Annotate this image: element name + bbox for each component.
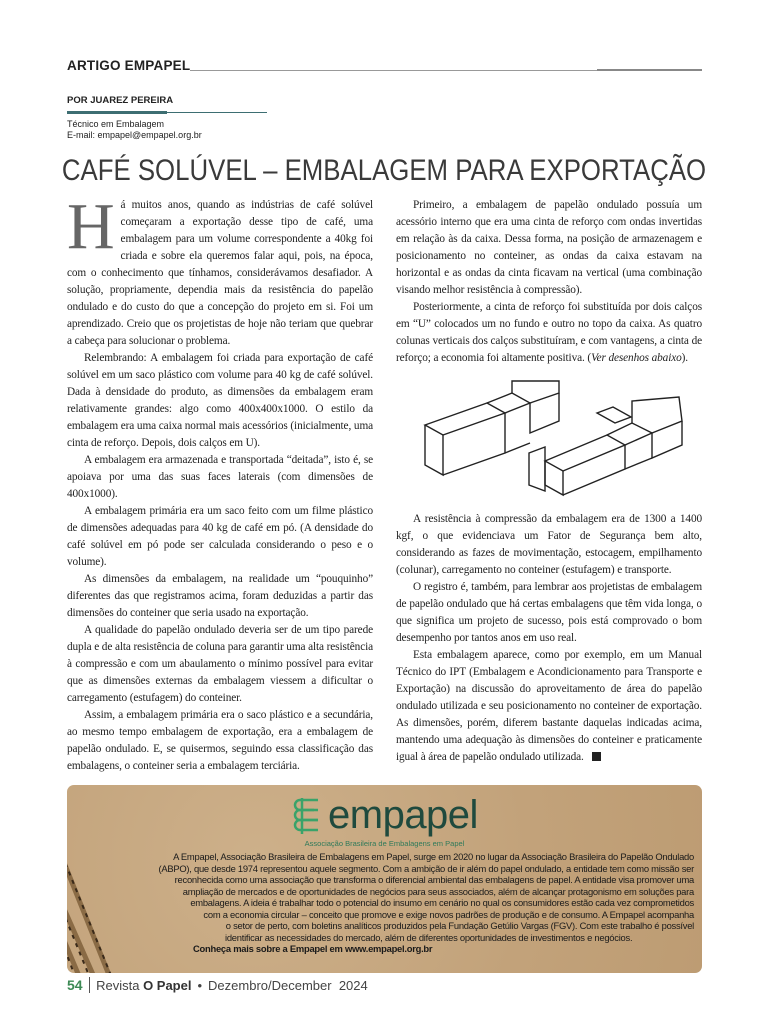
- footer-bullet: •: [197, 977, 203, 993]
- drop-cap: H: [67, 190, 115, 263]
- empapel-logo-text: empapel: [328, 793, 478, 837]
- paragraph: Relembrando: A embalagem foi criada para exportação de café solúvel em um saco plástico com volume para 40 kg de café solúvel. Dada à densidade do produto, as dimensões da embalagem eram relativamente grandes: algo como 400x400x1000. O estilo da embalagem era uma caixa normal mais acessórios (inicialmente, uma cinta de reforço. Depois, dois calços em U).: [67, 352, 373, 449]
- article-columns: [67, 190, 702, 775]
- description-line: reconhecida como uma associação que transforma o diferencial ambiental das embalagens de papel. A entidade visa promover uma: [174, 874, 694, 885]
- description-line: o setor de perto, com boletins analíticos produzidos pela Fundação Getúlio Vargas (FGV). Com este trabalho é possível: [225, 920, 694, 931]
- paragraph: A embalagem era armazenada e transportada “deitada”, isto é, se apoiava por uma das suas faces laterais (com dimensões de 400x1000).: [67, 454, 373, 500]
- description-line: A Empapel, Associação Brasileira de Embalagens em Papel, surge em 2020 no lugar da Associação Brasileira do Papelão Ondulado: [173, 851, 694, 862]
- end-of-article-mark: [592, 752, 601, 761]
- empapel-description: [107, 851, 694, 955]
- paragraph: A qualidade do papelão ondulado deveria ser de um tipo parede dupla e de alta resistência de coluna para garantir uma alta resistência à compressão e com um abaulamento o mínimo possível para evitar que as dimensões externas da embalagem viessem a dificultar o carregamento (estufagem) do conteiner.: [67, 624, 373, 704]
- description-line: (ABPO), que desde 1974 representou aquele segmento. Com a ambição de ir além do papel ondulado, a entidade tem como missão ser: [158, 862, 694, 874]
- description-line: ampliação de mercados e de oportunidades de negócios para seus associados, além de alcançar protagonismo em soluções para: [182, 885, 694, 897]
- author-bar-thin: [167, 112, 267, 113]
- page-number: 54: [67, 977, 83, 993]
- paragraph: A resistência à compressão da embalagem era de 1300 a 1400 kgf, o que evidenciava um Fator de Segurança bem alto, considerando as fazes de movimentação, estocagem, empilhamento (colunar), carregamento no conteiner (estufagem) e transporte.: [396, 513, 702, 576]
- paragraph: Assim, a embalagem primária era o saco plástico e a secundária, ao mesmo tempo embalagem de exportação, era a embalagem de papelão ondulado. E, se quisermos, seguindo essa classificação das embalagens, o conteiner seria a embalagem terciária.: [67, 709, 373, 772]
- author-bar: [67, 111, 167, 114]
- description-line: identificar as necessidades do mercado, além de diferentes oportunidades de investimentos e negócios.: [225, 931, 633, 943]
- author-credentials: [67, 119, 202, 140]
- see-drawings-note: Ver desenhos abaixo: [591, 352, 682, 364]
- author-email: E-mail: empapel@empapel.org.br: [67, 129, 202, 140]
- paragraph: Há muitos anos, quando as indústrias de café solúvel começaram a exportação desse tipo de café, uma embalagem para um volume correspondente a 40kg foi criada e sobre ela queremos falar aqui, pois, na época, com o conhecimento que tínhamos, considerávamos desafiador. A solução, propriamente, dependia mais da resistência do papelão ondulado e do custo do que a concepção do projeto em si. Foi um aprendizado. Creio que os projetistas de hoje não teriam que quebrar a cabeça para solucionar o problema.: [67, 190, 373, 347]
- empapel-info-box: [67, 785, 702, 973]
- article-title: CAFÉ SOLÚVEL – EMBALAGEM PARA EXPORTAÇÃO: [61, 154, 707, 187]
- paragraph: As dimensões da embalagem, na realidade um “pouquinho” diferentes das que registramos acima, foram deduzidas a partir das dimensões do conteiner que seria usado na exportação.: [67, 573, 373, 619]
- section-label: ARTIGO EMPAPEL: [67, 58, 191, 73]
- box-drawings-illustration: [417, 373, 692, 503]
- magazine-name: Revista O Papel: [96, 977, 192, 993]
- author-byline: POR JUAREZ PEREIRA: [67, 95, 174, 106]
- article-body: [67, 190, 702, 993]
- page-footer: [67, 977, 702, 993]
- paragraph: O registro é, também, para lembrar aos projetistas de embalagem de papelão ondulado que há certas embalagens que têm vida longa, o que significa um projeto de sucesso, pois está comprovado o bom desempenho por tantos anos em uso real.: [396, 581, 702, 644]
- empapel-logo-icon: [292, 797, 320, 835]
- paragraph: Primeiro, a embalagem de papelão ondulado possuía um acessório interno que era uma cinta de reforço com ondas invertidas em relação às da caixa. Dessa forma, na posição de armazenagem e posicionamento no conteiner, as ondas da caixa estavam na horizontal e as ondas da cinta ficavam na vertical (uma combinação visando melhor resistência à compressão).: [396, 199, 702, 296]
- paragraph: A embalagem primária era um saco feito com um filme plástico de dimensões adequadas para 40 kg de café em pó. (A densidade do café solúvel em pó pode ser calculada considerando o peso e o volume).: [67, 505, 373, 568]
- empapel-logo: [292, 793, 478, 838]
- footer-separator: [89, 977, 91, 993]
- left-column: [67, 190, 373, 775]
- issue-date: Dezembro/December 2024: [208, 977, 368, 993]
- paragraph: Posteriormente, a cinta de reforço foi substituída por dois calços em “U” colocados um no fundo e outro no topo da caixa. As quatro colunas verticais dos calços substituíram, e com vantagens, a cinta de reforço; a economia foi altamente positiva. (Ver desenhos abaixo).: [396, 301, 702, 364]
- description-line: embalagens. A ideia é trabalhar todo o potencial do insumo em cenário no qual os consumidores estão cada vez comprometidos: [190, 897, 694, 908]
- box-with-u-pads: [529, 397, 682, 495]
- empapel-header: [67, 785, 702, 851]
- author-role: Técnico em Embalagem: [67, 119, 165, 129]
- empapel-website-link[interactable]: Conheça mais sobre a Empapel em www.empapel.org.br: [193, 943, 433, 954]
- empapel-tagline: Associação Brasileira de Embalagens em Papel: [304, 839, 465, 848]
- description-line: com a economia circular – conceito que promove e exige novos padrões de produção e de consumo. A Empapel acompanha: [203, 908, 694, 920]
- box-with-reinforcement-band: [425, 381, 559, 475]
- paragraph: Esta embalagem aparece, como por exemplo, em um Manual Técnico do IPT (Embalagem e Acondicionamento para Transporte e Exportação) na discussão do aproveitamento de área do papelão ondulado utilizada e seu posicionamento no conteiner de exportação. As dimensões, porém, diferem bastante daquelas indicadas acima, mantendo uma adequação às dimensões do conteiner e praticamente igual à área de papelão ondulado utilizada.: [396, 649, 702, 763]
- right-column: [396, 197, 702, 766]
- section-divider-accent: [597, 69, 702, 71]
